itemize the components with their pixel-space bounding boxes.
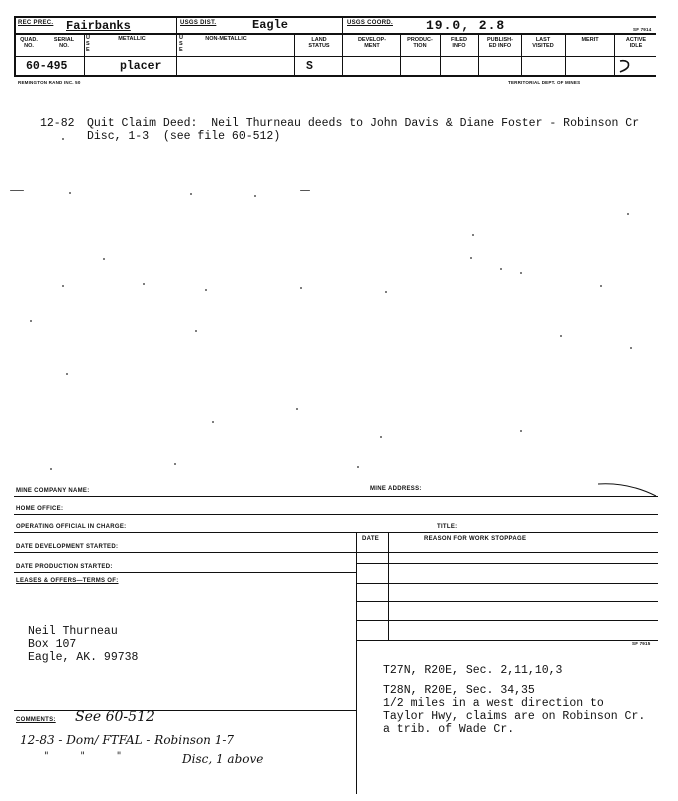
date-prod-started-label: DATE PRODUCTION STARTED:: [16, 564, 113, 570]
col-land-status: LAND STATUS: [308, 37, 330, 49]
metallic-value: placer: [120, 60, 162, 73]
usgs-coord-label: USGS COORD.: [347, 20, 393, 26]
location-line-2: T28N, R20E, Sec. 34,35: [383, 684, 535, 697]
location-line-4: Taylor Hwy, claims are on Robinson Cr.: [383, 710, 646, 723]
col-filed-info: FILED INFO: [451, 37, 467, 49]
date-column-label: DATE: [362, 536, 380, 542]
usgs-coord-value: 19.0, 2.8: [426, 18, 506, 33]
col-active-idle: ACTIVE IDLE: [625, 37, 647, 49]
title-label: TITLE:: [437, 524, 458, 530]
location-line-1: T27N, R20E, Sec. 2,11,10,3: [383, 664, 563, 677]
col-development: DEVELOP- MENT: [357, 37, 387, 49]
location-line-5: a trib. of Wade Cr.: [383, 723, 515, 736]
entry-date: 12-82: [40, 117, 75, 130]
mine-company-name-label: MINE COMPANY NAME:: [16, 488, 90, 494]
col-use-metallic: U S E: [86, 35, 90, 53]
handwritten-line-1: 12-83 - Dom/ FTFAL - Robinson 1-7: [20, 733, 235, 747]
date-dev-started-label: DATE DEVELOPMENT STARTED:: [16, 544, 119, 550]
reason-column-label: REASON FOR WORK STOPPAGE: [424, 536, 527, 542]
leases-offers-label: LEASES & OFFERS—TERMS OF:: [16, 578, 119, 584]
rec-prec-value: Fairbanks: [66, 19, 131, 33]
dept-line: TERRITORIAL DEPT. OF MINES: [508, 80, 581, 85]
col-production: PRODUC- TION: [407, 37, 433, 49]
lower-form-number: SF 7915: [632, 641, 651, 646]
col-last-visited: LAST VISITED: [532, 37, 554, 49]
owner-box: Box 107: [28, 638, 77, 651]
quad-serial-value: 60-495: [26, 60, 68, 73]
active-idle-mark: [616, 58, 636, 76]
rec-prec-label: REC PREC.: [18, 20, 54, 26]
col-use-nonmetallic: U S E: [179, 35, 183, 53]
col-non-metallic: NON-METALLIC: [205, 36, 247, 42]
scan-speck: [62, 138, 64, 140]
owner-name: Neil Thurneau: [28, 625, 118, 638]
form-number: SF 7914: [633, 27, 652, 32]
operating-official-label: OPERATING OFFICIAL IN CHARGE:: [16, 524, 127, 530]
entry-line-2: Disc, 1-3 (see file 60-512): [87, 130, 281, 143]
col-quad: QUAD. NO.: [20, 37, 38, 49]
col-published-info: PUBLISH- ED INFO: [487, 37, 513, 49]
handwritten-line-2: Disc, 1 above: [182, 752, 264, 766]
usgs-dist-label: USGS DIST.: [180, 20, 217, 26]
handwritten-ditto-marks: " " ": [44, 751, 122, 762]
usgs-dist-value: Eagle: [252, 18, 289, 32]
comments-label: COMMENTS:: [16, 717, 56, 723]
printer-line: REMINGTON RAND INC. 50: [18, 80, 81, 85]
home-office-label: HOME OFFICE:: [16, 506, 64, 512]
page-edge-curve: [598, 478, 658, 498]
col-merit: MERIT: [581, 37, 599, 43]
mine-address-label: MINE ADDRESS:: [370, 486, 422, 492]
owner-city: Eagle, AK. 99738: [28, 651, 139, 664]
handwritten-comments-note: See 60-512: [75, 709, 155, 725]
col-metallic: METALLIC: [118, 36, 146, 42]
location-line-3: 1/2 miles in a west direction to: [383, 697, 604, 710]
entry-line-1: Quit Claim Deed: Neil Thurneau deeds to John Davis & Diane Foster - Robinson Cr: [87, 117, 640, 130]
land-status-value: S: [306, 60, 313, 73]
col-serial: SERIAL NO.: [53, 37, 75, 49]
